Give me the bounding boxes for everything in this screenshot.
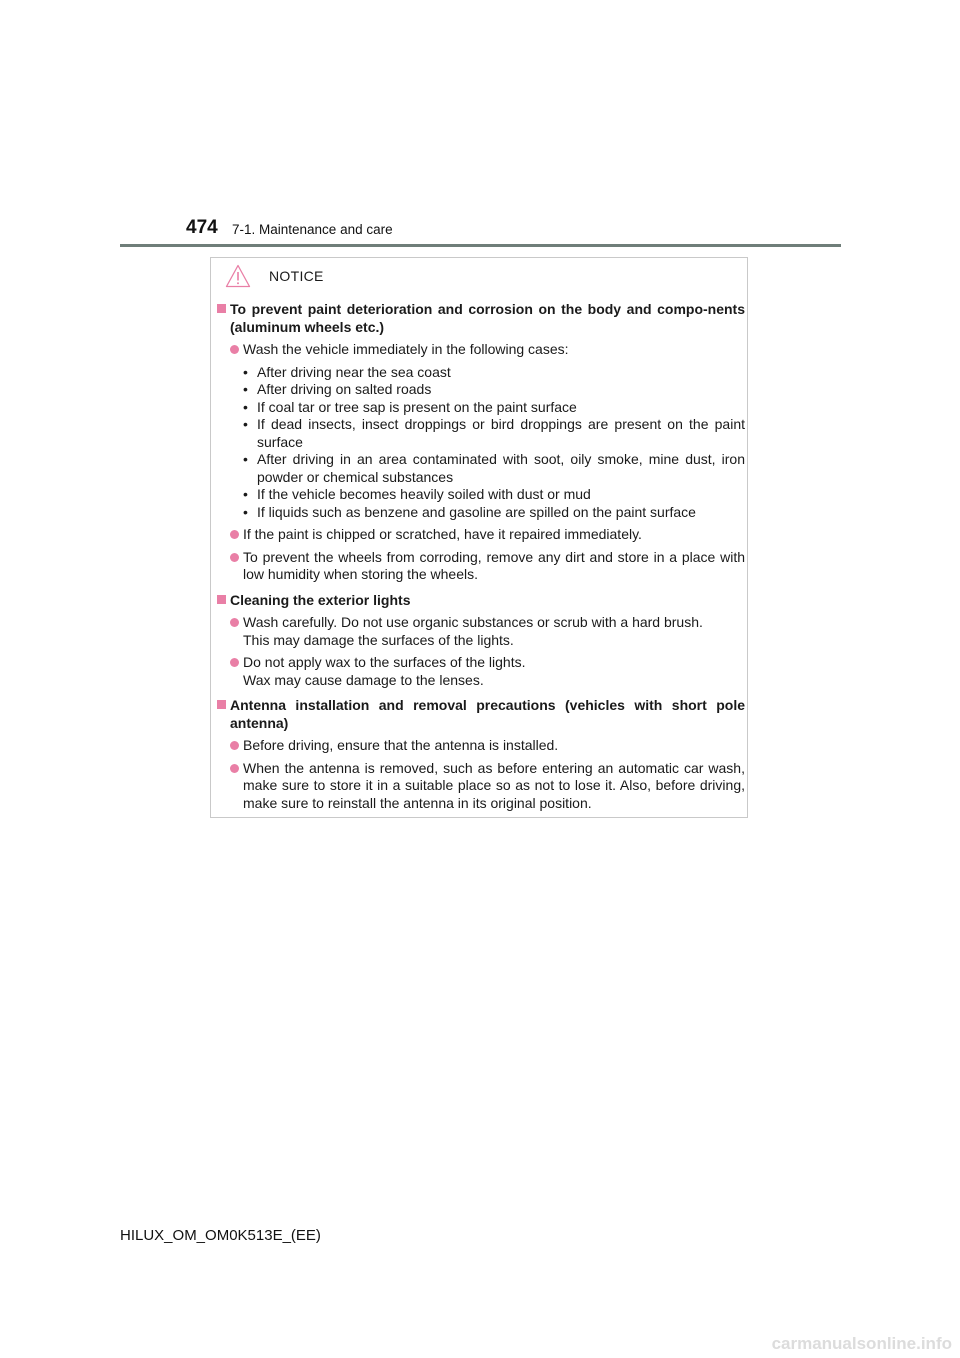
page-number: 474 (186, 217, 218, 238)
dot-bullet-icon: • (243, 363, 248, 380)
header-rule (120, 244, 841, 247)
sub-list-item (243, 364, 745, 382)
list-item (230, 654, 745, 689)
list-item-line: Wax may cause damage to the lenses. (243, 671, 484, 688)
list-item-text: Wash the vehicle immediately in the following cases: (243, 341, 569, 357)
list-item-line: Do not apply wax to the surfaces of the lights. (243, 654, 526, 670)
sub-list-item-text: If dead insects, insect droppings or bird droppings are present on the paint surface (257, 416, 745, 450)
list-item-line: This may damage the surfaces of the lights. (243, 631, 514, 648)
sub-list-item-text: After driving on salted roads (257, 381, 432, 397)
list-item-text: If the paint is chipped or scratched, have it repaired immediately. (243, 526, 642, 542)
square-bullet-icon (217, 301, 228, 336)
circle-bullet-icon (230, 614, 242, 649)
section-heading-text: Cleaning the exterior lights (230, 591, 411, 608)
list-item (230, 760, 745, 813)
notice-box (210, 257, 748, 818)
notice-label: NOTICE (269, 268, 324, 284)
section-heading-text: Antenna installation and removal precautions (vehicles with short pole antenna) (230, 697, 745, 731)
sub-list-item (243, 504, 745, 522)
circle-bullet-icon (230, 341, 242, 359)
list-item (230, 737, 745, 755)
sub-list-item-text: After driving near the sea coast (257, 363, 451, 380)
section-heading (217, 697, 745, 732)
sub-list-item (243, 486, 745, 504)
list-item (230, 549, 745, 584)
list-item (230, 341, 745, 359)
list-item (230, 526, 745, 544)
list-item-line: Wash carefully. Do not use organic substances or scrub with a hard brush. (243, 614, 703, 630)
dot-bullet-icon: • (243, 451, 248, 467)
dot-bullet-icon: • (243, 503, 248, 520)
sub-list-item-text: If the vehicle becomes heavily soiled with dust or mud (257, 486, 591, 502)
notice-content (217, 301, 745, 812)
sub-list-item (243, 399, 745, 417)
notice-header (225, 263, 324, 289)
sub-list-item-text: After driving in an area contaminated with soot, oily smoke, mine dust, iron powder or chemical substances (257, 451, 745, 485)
list-item-text: To prevent the wheels from corroding, remove any dirt and store in a place with low humidity when storing the wheels. (243, 548, 745, 582)
sub-list-item-text: If liquids such as benzene and gasoline are spilled on the paint surface (257, 503, 696, 520)
section-title: 7-1. Maintenance and care (232, 222, 393, 237)
sub-list-item-text: If coal tar or tree sap is present on the paint surface (257, 398, 577, 415)
dot-bullet-icon: • (243, 398, 248, 415)
dot-bullet-icon: • (243, 416, 248, 432)
list-item-text: Before driving, ensure that the antenna is installed. (243, 737, 559, 753)
sub-list-item (243, 451, 745, 486)
list-item (230, 614, 745, 649)
list-item-text (243, 654, 745, 689)
document-code: HILUX_OM_OM0K513E_(EE) (120, 1227, 321, 1244)
section-heading-text: To prevent paint deterioration and corrosion on the body and compo-nents (aluminum wheels etc.) (230, 301, 745, 335)
warning-triangle-icon (225, 264, 251, 288)
list-item-text (243, 614, 745, 649)
list-item-text: When the antenna is removed, such as before entering an automatic car wash, make sure to store it in a suitable place so as not to lose it. Also, before driving, make sure to reinstall the antenna in its original position. (243, 759, 745, 811)
watermark: carmanualsonline.info (771, 1334, 952, 1353)
circle-bullet-icon (230, 737, 242, 755)
circle-bullet-icon (230, 760, 242, 813)
sub-list-item (243, 416, 745, 451)
section-heading (217, 592, 745, 610)
sub-list (243, 364, 745, 522)
square-bullet-icon (217, 697, 228, 732)
dot-bullet-icon: • (243, 381, 248, 397)
circle-bullet-icon (230, 526, 242, 544)
circle-bullet-icon (230, 549, 242, 584)
circle-bullet-icon (230, 654, 242, 689)
dot-bullet-icon: • (243, 486, 248, 502)
sub-list-item (243, 381, 745, 399)
section-heading (217, 301, 745, 336)
square-bullet-icon (217, 592, 228, 610)
